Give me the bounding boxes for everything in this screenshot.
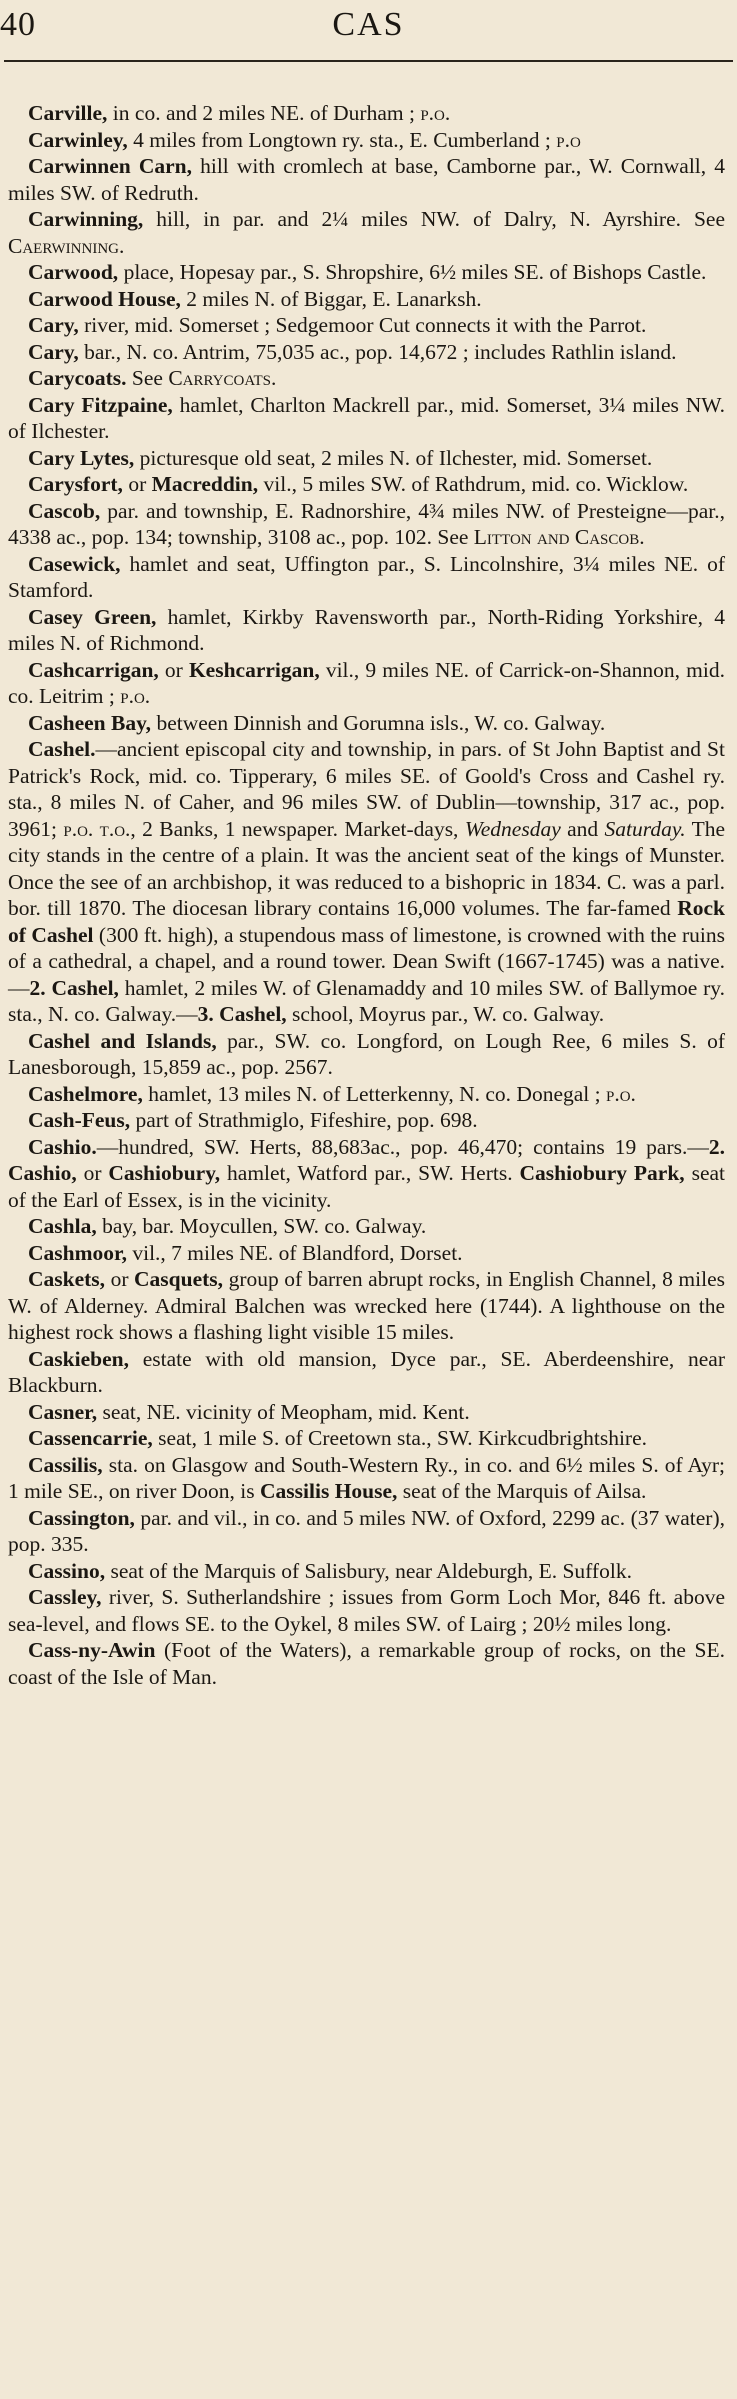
entry-headword: Keshcarrigan, <box>188 657 320 682</box>
entry-headword: Carysfort, <box>28 472 123 496</box>
entry-headword: Cassilis, <box>28 1452 103 1477</box>
entry-text: or <box>105 1267 135 1291</box>
entry-cary-river <box>8 312 725 339</box>
entry-headword: Carville, <box>28 101 108 125</box>
entry-carycoats <box>8 365 725 392</box>
entry-text: part of Strathmiglo, Fifeshire, pop. 698. <box>130 1108 478 1132</box>
entry-text: bay, bar. Moycullen, SW. co. Galway. <box>96 1214 427 1238</box>
entry-carwinning <box>8 206 725 259</box>
entry-headword: Cashiobury Park, <box>519 1161 685 1185</box>
entry-text: Carrycoats. <box>168 366 277 390</box>
entry-text: hamlet, Watford par., SW. Herts. <box>220 1161 520 1185</box>
entry-text: and <box>560 816 605 841</box>
entry-caskieben <box>8 1346 725 1399</box>
entry-cassley <box>8 1584 725 1637</box>
entry-headword: 2. Cashel, <box>29 975 119 1000</box>
entry-carwood <box>8 259 725 286</box>
entry-text: p.o. <box>605 1081 636 1106</box>
entry-text: par. and vil., in co. and 5 miles NW. of Oxford, 2299 ac. (37 water), pop. 335. <box>8 1505 725 1556</box>
entry-headword: Cassington, <box>28 1505 135 1530</box>
entry-text: par., SW. co. Longford, on Lough Ree, 6 miles S. of Lanesborough, 15,859 ac., pop. 2567. <box>8 1028 725 1079</box>
entry-headword: Rock of Cashel <box>8 896 725 947</box>
entry-cashla <box>8 1213 725 1240</box>
entry-text: picturesque old seat, 2 miles N. of Ilchester, mid. Somerset. <box>134 445 653 470</box>
entry-cassencarrie <box>8 1425 725 1452</box>
entry-text: (300 ft. high), a stupendous mass of limestone, is crowned with the ruins of a cathedral, a chapel, and a round tower. Dean Swift (1667-1745) was a native.— <box>8 922 726 1000</box>
entry-cashelmore <box>8 1081 725 1108</box>
entry-cassino <box>8 1558 725 1585</box>
entry-text: p.o. <box>420 101 451 125</box>
entry-text: hamlet and seat, Uffington par., S. Lincolnshire, 3¼ miles NE. of Stamford. <box>8 551 725 602</box>
entry-text: 2 Banks, 1 newspaper. Market-days, <box>135 816 465 841</box>
entry-text: river, S. Sutherlandshire ; issues from Gorm Loch Mor, 846 ft. above sea-level, and flows SE. to the Oykel, 8 miles SW. of Lairg ; 20½ miles long. <box>8 1585 725 1636</box>
entry-headword: Casey Green, <box>28 604 157 629</box>
entry-headword: Cassilis House, <box>260 1479 398 1503</box>
entry-list <box>8 100 725 1690</box>
entry-cass-ny-awin <box>8 1637 725 1690</box>
entry-headword: Cass-ny-Awin <box>28 1638 156 1662</box>
entry-text: hill, in par. and 2¼ miles NW. of Dalry, N. Ayrshire. See <box>143 207 725 231</box>
entry-text: seat of the Marquis of Ailsa. <box>397 1479 647 1503</box>
entry-headword: Cashel. <box>28 737 96 761</box>
entry-carville <box>8 100 725 127</box>
entry-headword: Casewick, <box>28 551 121 576</box>
entry-text: hamlet, Kirkby Ravensworth par., North-Riding Yorkshire, 4 miles N. of Richmond. <box>8 604 725 655</box>
entry-text: seat of the Earl of Essex, is in the vicinity. <box>8 1161 726 1212</box>
entry-text: p.o. t.o., <box>63 816 136 841</box>
entry-headword: Casner, <box>28 1399 98 1424</box>
page-header <box>0 6 737 60</box>
entry-text: Wednesday <box>464 816 561 841</box>
entry-headword: Carwood House, <box>28 286 181 311</box>
entry-cashmoor <box>8 1240 725 1267</box>
entry-text: seat, NE. vicinity of Meopham, mid. Kent. <box>97 1399 470 1424</box>
entry-headword: Cary Fitzpaine, <box>28 392 173 417</box>
entry-cashel-and-islands <box>8 1028 725 1081</box>
entry-headword: Cashcarrigan, <box>28 657 159 682</box>
entry-headword: Cashelmore, <box>28 1081 143 1106</box>
entry-headword: Cash-Feus, <box>28 1108 131 1132</box>
entry-headword: Cassencarrie, <box>28 1426 153 1450</box>
entry-casheen-bay <box>8 710 725 737</box>
entry-text: —ancient episcopal city and township, in pars. of St John Baptist and St Patrick's Rock, mid. co. Tipperary, 6 miles SE. of Goold's Cross and Cashel ry. sta., 8 miles N. of Caher, and 96 miles SW. of Dublin—township, 317 ac., pop. 3961; <box>8 737 725 841</box>
entry-text: p.o <box>556 127 581 152</box>
entry-text: in co. and 2 miles NE. of Durham ; <box>107 101 421 125</box>
entry-carysfort <box>8 471 725 498</box>
entry-text: —hundred, SW. Herts, 88,683ac., pop. 46,470; contains 19 pars.— <box>96 1134 709 1159</box>
entry-cassilis <box>8 1452 725 1505</box>
entry-text: See <box>126 366 169 390</box>
entry-headword: Casheen Bay, <box>28 710 152 735</box>
entry-text: or <box>76 1161 109 1185</box>
entry-headword: 3. Cashel, <box>197 1002 287 1026</box>
entry-text: 4 miles from Longtown ry. sta., E. Cumberland ; <box>127 127 557 152</box>
entry-text: sta. on Glasgow and South-Western Ry., in co. and 6½ miles S. of Ayr; 1 mile SE., on river Doon, is <box>8 1452 725 1503</box>
entry-headword: Carwinnen Carn, <box>28 154 192 178</box>
entry-headword: Carwinley, <box>28 127 128 152</box>
entry-text: hamlet, Charlton Mackrell par., mid. Somerset, 3¼ miles NW. of Ilchester. <box>8 392 725 443</box>
entry-text: or <box>122 472 152 496</box>
entry-cary-fitzpaine <box>8 392 725 445</box>
entry-headword: Cary, <box>28 313 79 337</box>
entry-text: group of barren abrupt rocks, in English Channel, 8 miles W. of Alderney. Admiral Balchen was wrecked here (1744). A lighthouse on the highest rock shows a flashing light visible 15 miles. <box>8 1267 725 1344</box>
entry-headword: Cashmoor, <box>28 1240 127 1265</box>
entry-text: The city stands in the centre of a plain. It was the ancient seat of the kings of Munster. Once the see of an archbishop, it was reduced to a bishopric in 1834. C. was a parl. bor. till 1870. The diocesan library contains 16,000 volumes. The far-famed <box>8 816 725 920</box>
entry-text: hamlet, 13 miles N. of Letterkenny, N. co. Donegal ; <box>142 1081 606 1106</box>
entry-headword: Cassley, <box>28 1585 102 1609</box>
entry-headword: Casquets, <box>134 1267 224 1291</box>
entry-text: hill with cromlech at base, Camborne par., W. Cornwall, 4 miles SW. of Redruth. <box>8 154 726 205</box>
entry-carwinnen-carn <box>8 153 725 206</box>
entry-text: 2 miles N. of Biggar, E. Lanarksh. <box>180 286 482 311</box>
entry-headword: Caskets, <box>28 1267 106 1291</box>
entry-cary-bar <box>8 339 725 366</box>
entry-text: place, Hopesay par., S. Shropshire, 6½ miles SE. of Bishops Castle. <box>118 260 707 284</box>
entry-headword: 2. Cashio, <box>8 1134 725 1185</box>
entry-headword: Cashla, <box>28 1214 97 1238</box>
entry-headword: Macreddin, <box>151 472 259 496</box>
entry-headword: Carycoats. <box>28 366 127 390</box>
entry-carwood-house <box>8 286 725 313</box>
entry-text: vil., 9 miles NE. of Carrick-on-Shannon, mid. co. Leitrim ; <box>8 657 725 708</box>
entry-cashio <box>8 1134 725 1214</box>
entry-text: estate with old mansion, Dyce par., SE. Aberdeenshire, near Blackburn. <box>8 1346 725 1397</box>
entry-cash-feus <box>8 1107 725 1134</box>
entry-casner <box>8 1399 725 1426</box>
entry-headword: Caskieben, <box>28 1346 129 1371</box>
entry-cashcarrigan <box>8 657 725 710</box>
entry-text: between Dinnish and Gorumna isls., W. co. Galway. <box>151 710 606 735</box>
entry-cascob <box>8 498 725 551</box>
entry-text: or <box>158 657 189 682</box>
entry-text: seat, 1 mile S. of Creetown sta., SW. Kirkcudbrightshire. <box>152 1426 648 1450</box>
entry-cassington <box>8 1505 725 1558</box>
entry-text: p.o. <box>120 684 151 708</box>
entry-text: Saturday. <box>604 816 686 841</box>
entry-casewick <box>8 551 725 604</box>
entry-text: seat of the Marquis of Salisbury, near Aldeburgh, E. Suffolk. <box>105 1558 632 1583</box>
entry-casey-green <box>8 604 725 657</box>
entry-text: Caerwinning. <box>8 233 125 258</box>
entry-text: Litton and Cascob. <box>473 525 645 549</box>
entry-headword: Cassino, <box>28 1558 106 1583</box>
entry-headword: Cascob, <box>28 498 101 523</box>
entry-cashel <box>8 736 725 1028</box>
entry-text: river, mid. Somerset ; Sedgemoor Cut connects it with the Parrot. <box>78 313 647 337</box>
entry-text: par. and township, E. Radnorshire, 4¾ miles NW. of Presteigne—par., 4338 ac., pop. 134; township, 3108 ac., pop. 102. See <box>8 498 725 549</box>
entry-headword: Cashiobury, <box>108 1161 221 1185</box>
entry-headword: Cary Lytes, <box>28 445 135 470</box>
entry-text: hamlet, 2 miles W. of Glenamaddy and 10 miles SW. of Ballymoe ry. sta., N. co. Galway.— <box>8 975 725 1026</box>
entry-headword: Cary, <box>28 339 79 364</box>
entry-cary-lytes <box>8 445 725 472</box>
entry-headword: Cashio. <box>28 1134 97 1159</box>
entry-carwinley <box>8 127 725 154</box>
entry-text: (Foot of the Waters), a remarkable group of rocks, on the SE. coast of the Isle of Man. <box>8 1638 725 1689</box>
entry-text: vil., 5 miles SW. of Rathdrum, mid. co. Wicklow. <box>258 472 689 496</box>
entry-headword: Carwood, <box>28 260 119 284</box>
page-number: 40 <box>0 6 36 43</box>
entry-headword: Cashel and Islands, <box>28 1028 217 1053</box>
entry-headword: Carwinning, <box>28 207 144 231</box>
header-rule <box>4 60 733 62</box>
entry-text: vil., 7 miles NE. of Blandford, Dorset. <box>126 1240 463 1265</box>
entry-caskets <box>8 1266 725 1346</box>
running-head: CAS <box>332 6 405 43</box>
entry-text: school, Moyrus par., W. co. Galway. <box>286 1002 605 1026</box>
entry-text: bar., N. co. Antrim, 75,035 ac., pop. 14,672 ; includes Rathlin island. <box>78 339 677 364</box>
